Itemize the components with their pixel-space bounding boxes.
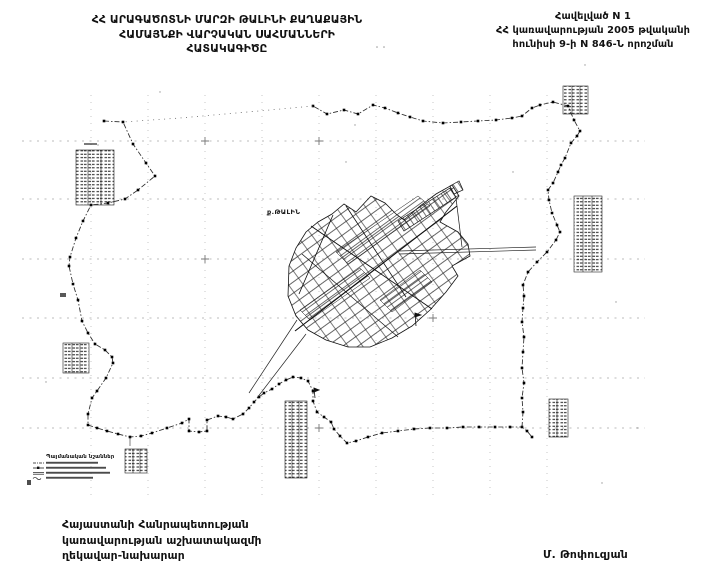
coordinate-table-4 (549, 399, 568, 437)
settlement-label: ք.ԹԱԼԻՆ (267, 208, 301, 216)
legend-row-text (46, 462, 110, 479)
coordinate-table-3 (285, 401, 307, 478)
boundary-point-label (60, 293, 66, 297)
appendix-line1: Հավելված N 1 (555, 11, 631, 22)
legend (27, 454, 114, 485)
map-title-line3: ՀԱՏԱԿԱԳԻԾԸ (186, 42, 268, 56)
coordinate-table-2 (574, 196, 602, 272)
signature-line2: կառավարության աշխատակազմի (62, 533, 262, 547)
coordinate-table-1 (76, 144, 114, 205)
signature-line3: ղեկավար-նախարար (62, 549, 185, 563)
appendix-line3: հունիսի 9-ի N 846-Ն որոշման (512, 39, 674, 50)
map-title (53, 13, 401, 57)
map-title-line1: ՀՀ ԱՐԱԳԱԾՈՏՆԻ ՄԱՐԶԻ ԹԱԼԻՆԻ ՔԱՂԱՔԱՅԻՆ (91, 13, 363, 26)
coordinate-table-6 (63, 343, 89, 373)
signature-block (62, 517, 322, 564)
signatory-name: Մ. Թոփուզյան (543, 548, 628, 561)
appendix-note (485, 10, 701, 52)
legend-title: Պայմանական նշաններ (46, 454, 115, 460)
signature-line1: Հայաստանի Հանրապետության (62, 518, 249, 531)
urban-area (249, 181, 536, 398)
coordinate-table-7 (563, 86, 588, 114)
appendix-line2: ՀՀ կառավարության 2005 թվականի (495, 25, 691, 36)
map-title-line2: ՀԱՄԱՅՆՔԻ ՎԱՐՉԱԿԱՆ ՍԱՀՄԱՆՆԵՐԻ (119, 27, 335, 41)
coordinate-table-5 (125, 449, 147, 473)
